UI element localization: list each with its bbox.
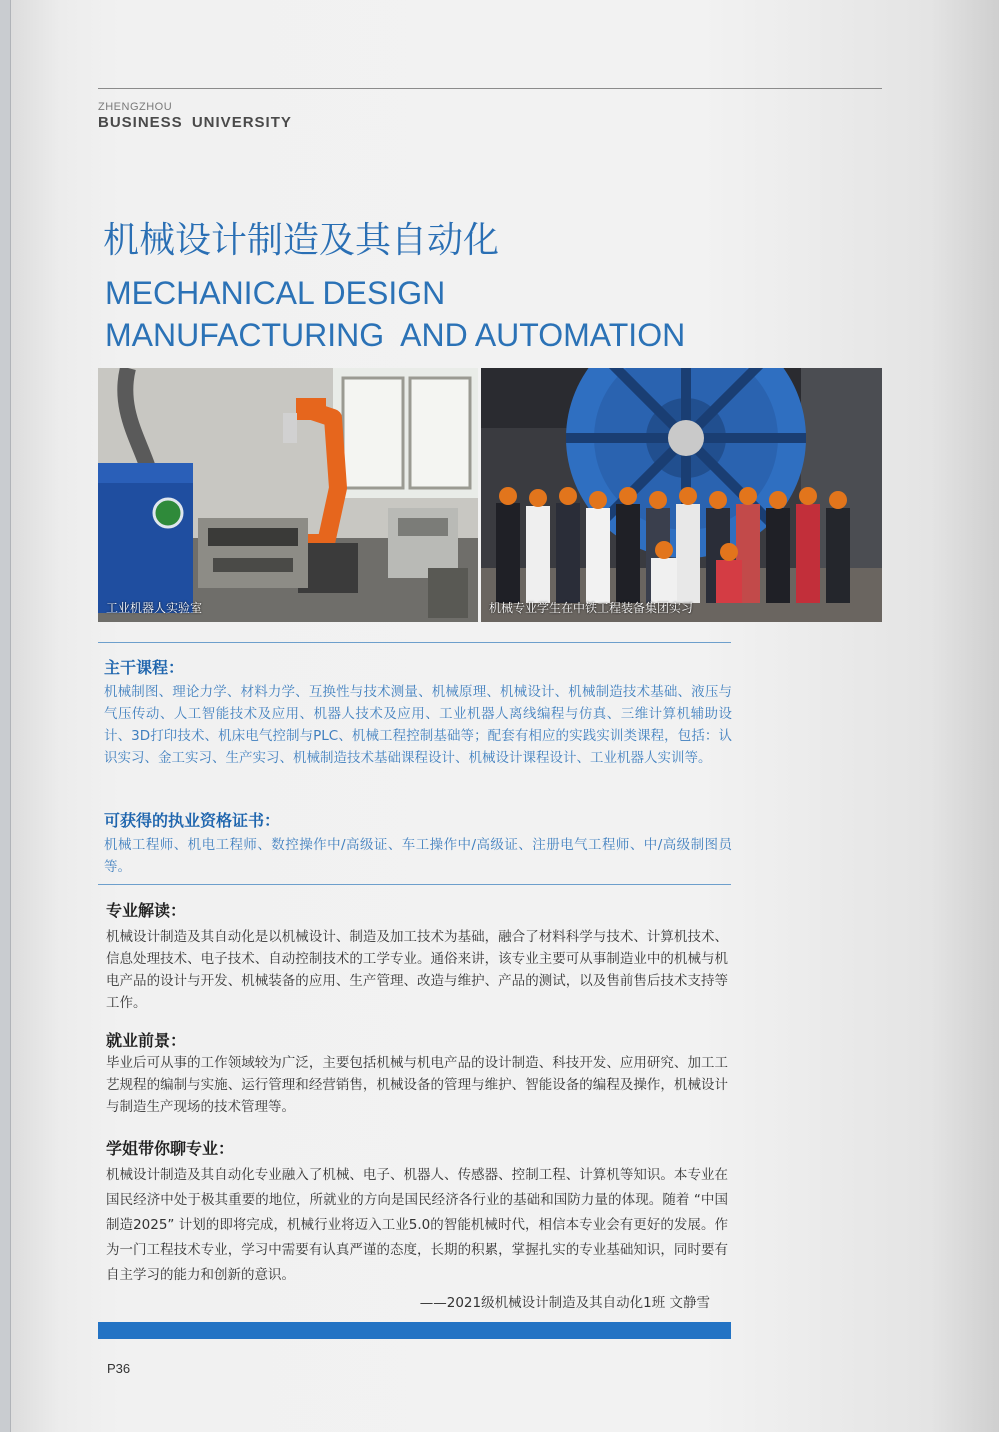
prospects-text: 毕业后可从事的工作领域较为广泛，主要包括机械与机电产品的设计制造、科技开发、应用研究、加工工艺规程的编制与实施、运行管理和经营销售，机械设备的管理与维护、智能设备的编程及操作，机械设计与制造生产现场的技术管理等。 bbox=[106, 1055, 728, 1115]
core-courses-heading: 主干课程： bbox=[104, 658, 185, 677]
section-divider-middle bbox=[98, 884, 731, 885]
internship-caption: 机械专业学生在中铁工程装备集团实习 bbox=[489, 601, 694, 615]
page-title-en bbox=[105, 272, 685, 356]
page-title-cn: 机械设计制造及其自动化 bbox=[103, 220, 500, 261]
brand-small: ZHENGZHOU bbox=[98, 101, 173, 113]
robot-lab-photo bbox=[98, 368, 478, 622]
section-divider-top bbox=[98, 642, 731, 643]
brand-big: BUSINESS UNIVERSITY bbox=[98, 114, 292, 131]
senior-talk-signature: ——2021级机械设计制造及其自动化1班 文静雪 bbox=[419, 1295, 710, 1311]
robot-lab-caption: 工业机器人实验室 bbox=[106, 601, 203, 615]
internship-illustration bbox=[481, 368, 882, 622]
senior-talk-heading: 学姐带你聊专业： bbox=[106, 1139, 235, 1158]
header-rule bbox=[98, 88, 882, 89]
certificates-text: 机械工程师、机电工程师、数控操作中/高级证、车工操作中/高级证、注册电气工程师、中/高级制图员等。 bbox=[104, 837, 732, 875]
title-en-line1: MECHANICAL DESIGN bbox=[105, 275, 446, 311]
certificates-heading: 可获得的执业资格证书： bbox=[104, 811, 281, 830]
core-courses-text: 机械制图、理论力学、材料力学、互换性与技术测量、机械原理、机械设计、机械制造技术基础、液压与气压传动、人工智能技术及应用、机器人技术及应用、工业机器人离线编程与仿真、三维计算机辅助设计、3D打印技术、机床电气控制与PLC、机械工程控制基础等；配套有相应的实践实训类课程，包括：认识实习、金工实习、生产实习、机械制造技术基础课程设计、机械设计课程设计、工业机器人实训等。 bbox=[104, 684, 732, 766]
title-en-line2: MANUFACTURING AND AUTOMATION bbox=[105, 317, 686, 353]
page-number: P36 bbox=[107, 1361, 131, 1376]
internship-photo bbox=[481, 368, 882, 622]
footer-bar bbox=[98, 1322, 731, 1339]
page-binding-edge bbox=[0, 0, 11, 1432]
interpretation-text: 机械设计制造及其自动化是以机械设计、制造及加工技术为基础，融合了材料科学与技术、计算机技术、信息处理技术、电子技术、自动控制技术的工学专业。通俗来讲，该专业主要可从事制造业中的机械与机电产品的设计与开发、机械装备的应用、生产管理、改造与维护、产品的测试，以及售前售后技术支持等工作。 bbox=[106, 929, 728, 1011]
senior-talk-text: 机械设计制造及其自动化专业融入了机械、电子、机器人、传感器、控制工程、计算机等知识。本专业在国民经济中处于极其重要的地位，所就业的方向是国民经济各行业的基础和国防力量的体现。随着 “中国制造2025” 计划的即将完成，机械行业将迈入工业5.0的智能机械时代，相信本专业会有更好的发展。作为一门工程技术专业，学习中需要有认真严谨的态度，长期的积累，掌握扎实的专业基础知识，同时要有自主学习的能力和创新的意识。 bbox=[106, 1167, 728, 1283]
interpretation-heading: 专业解读： bbox=[106, 901, 187, 920]
robot-lab-illustration bbox=[98, 368, 478, 622]
prospects-heading: 就业前景： bbox=[106, 1031, 187, 1050]
